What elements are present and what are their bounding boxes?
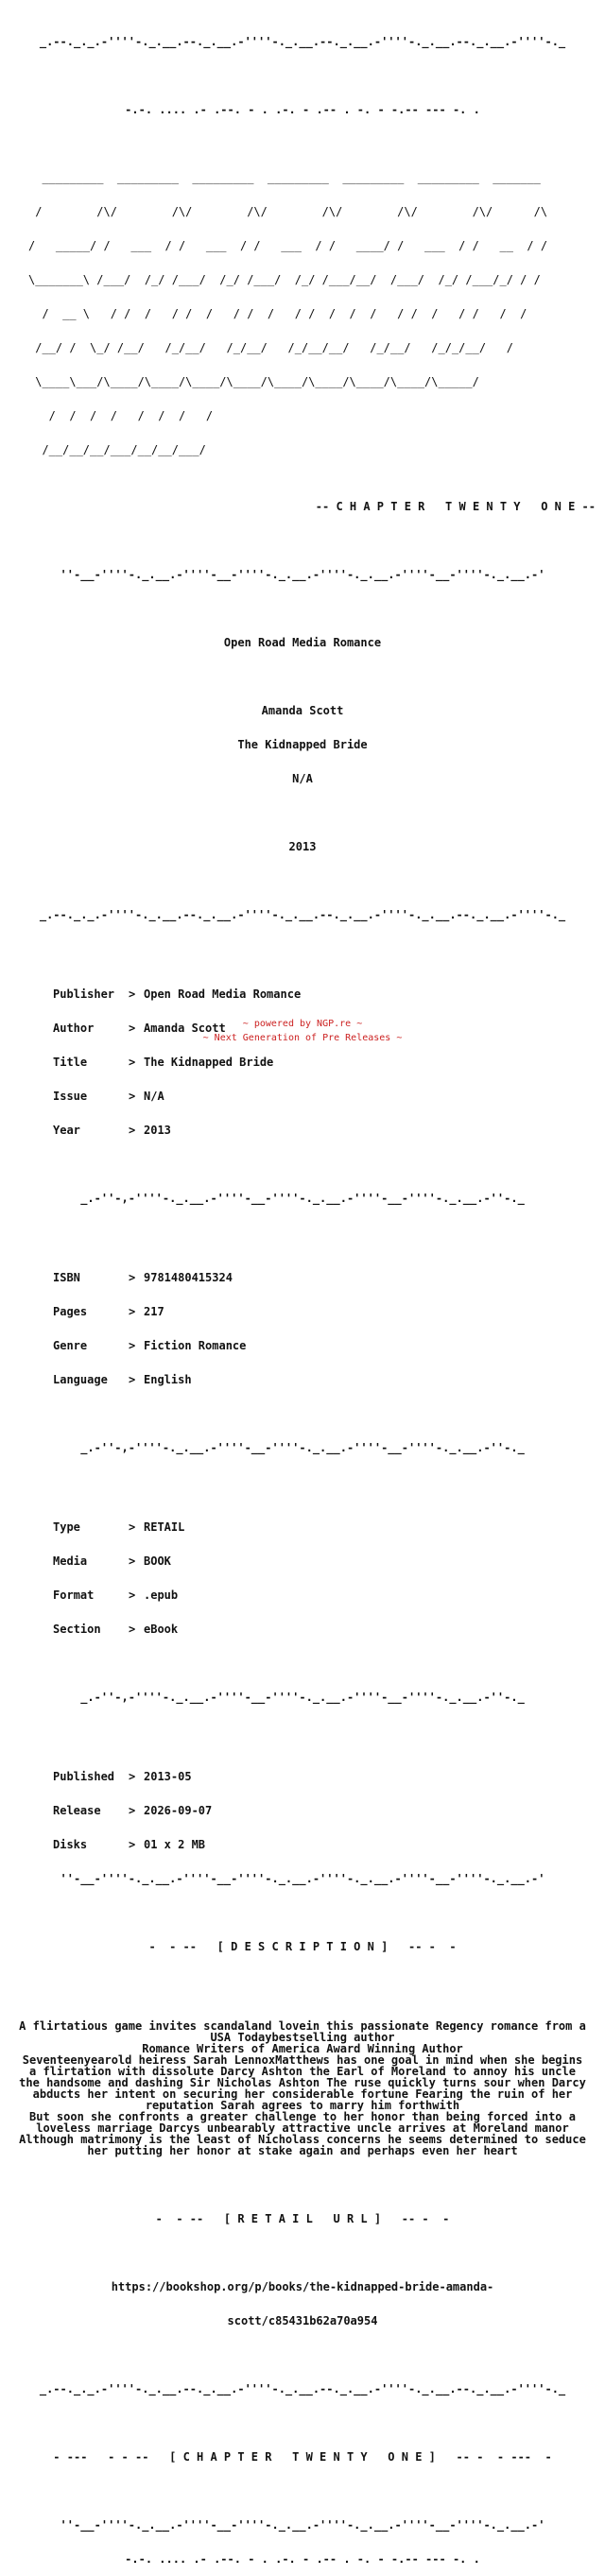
field-release: Release > 2026-09-07 <box>53 1804 213 1817</box>
logo-line: / __ \ / / / / / / / / / / / / / / / / / / / / / <box>28 307 527 320</box>
header-issue: N/A <box>292 772 313 785</box>
url-header: - - -- [ R E T A I L U R L ] -- - - <box>155 2212 450 2225</box>
header-year: 2013 <box>288 840 317 853</box>
logo-line: / _____/ / ___ / / ___ / / ___ / / ____/ / ___ / / __ / / <box>28 239 548 252</box>
footer <box>0 1017 605 1045</box>
divider-mid: ''-__-''''-._.__.-''''-__-''''-._.__.-''''-._.__.-''''-__-''''-._.__.-' <box>60 568 545 581</box>
logo-line: / /\/ /\/ /\/ /\/ /\/ /\/ /\ <box>28 205 548 218</box>
field-isbn: ISBN > 9781480415324 <box>53 1271 233 1284</box>
divider-top-3: _.--._._.-''''-._.__.--._.__.-''''-._.__.--._.__.-''''-._.__.--._.__.-''''-._ <box>39 2382 566 2396</box>
field-disks: Disks > 01 x 2 MB <box>53 1838 206 1851</box>
description-paragraph: But soon she confronts a greater challenge to her honor than being forced into a loveless marriage Darcys unbearably attractive uncle arrives at Moreland manor Although matrimony is the least of Nicholass concerns he seems determined to seduce her putting her honor at stake again and perhaps even her heart <box>19 2110 586 2157</box>
logo-line: \____\___/\____/\____/\____/\____/\____/\____/\____/\____/\_____/ <box>28 375 479 388</box>
description-paragraph: A flirtatious game invites scandaland lovein this passionate Regency romance from a USA Todaybestselling author <box>19 2019 586 2044</box>
field-issue: Issue > N/A <box>53 1090 164 1103</box>
divider-dots: -.-. .... .- .--. - . .-. - .-- . -. - -.-- --- -. . <box>125 103 480 116</box>
logo-line: _________ _________ _________ _________ _________ _________ _______ <box>28 171 541 184</box>
header-title: The Kidnapped Bride <box>237 738 368 751</box>
divider-dots-2: -.-. .... .- .--. - . .-. - .-- . -. - -.-- --- -. . <box>125 2552 480 2566</box>
divider-small: _.-''-,-''''-._.__.-''''-__-''''-._.__.-''''-__-''''-._.__.-''-._ <box>80 1441 525 1454</box>
divider-mid-2: ''-__-''''-._.__.-''''-__-''''-._.__.-''''-._.__.-''''-__-''''-._.__.-' <box>60 1872 545 1885</box>
field-section: Section > eBook <box>53 1623 179 1636</box>
ascii-logo <box>0 149 605 478</box>
description-header: - - -- [ D E S C R I P T I O N ] -- - - <box>148 1940 457 1953</box>
divider-small: _.-''-,-''''-._.__.-''''-__-''''-._.__.-''''-__-''''-._.__.-''-._ <box>80 1192 525 1205</box>
header-author: Amanda Scott <box>261 704 344 717</box>
field-title: Title > The Kidnapped Bride <box>53 1056 274 1069</box>
footer-tagline: ~ Next Generation of Pre Releases ~ <box>202 1033 403 1043</box>
logo-line: \_______\ /___/ /_/ /___/ /_/ /___/ /_/ /___/__/ /___/ /_/ /___/_/ / / <box>28 273 541 286</box>
field-publisher: Publisher > Open Road Media Romance <box>53 987 302 1001</box>
chapter-footer: - --- - - -- [ C H A P T E R T W E N T Y O N E ] -- - - --- - <box>53 2450 552 2464</box>
description-paragraph: Seventeenyearold heiress Sarah LennoxMatthews has one goal in mind when she begins a flirtation with dissolute Darcy Ashton the Earl of Moreland to annoy his uncle the handsome and dashing Sir Nicholas Ashton The ruse quickly turns sour when Darcy abducts her intent on securing her considerable fortune Fearing the ruin of her reputation Sarah agrees to marry him forthwith <box>19 2053 586 2112</box>
divider-top-2: _.--._._.-''''-._.__.--._.__.-''''-._.__.--._.__.-''''-._.__.--._.__.-''''-._ <box>39 908 566 921</box>
field-type: Type > RETAIL <box>53 1520 185 1534</box>
nfo-document <box>0 13 605 2576</box>
retail-url-line1[interactable]: https://bookshop.org/p/books/the-kidnapped-bride-amanda- <box>111 2280 494 2293</box>
logo-line: /__/ / \_/ /__/ /_/__/ /_/__/ /_/__/__/ /_/__/ /_/_/__/ / <box>28 341 513 354</box>
divider-mid-3: ''-__-''''-._.__.-''''-__-''''-._.__.-''''-._.__.-''''-__-''''-._.__.-' <box>60 2518 545 2532</box>
powered-by[interactable]: ~ powered by NGP.re ~ <box>242 1019 363 1029</box>
chapter-banner: -- C H A P T E R T W E N T Y O N E -- <box>315 500 596 513</box>
field-published: Published > 2013-05 <box>53 1770 192 1783</box>
field-author: Author > Amanda Scott <box>53 1022 226 1035</box>
field-genre: Genre > Fiction Romance <box>53 1339 247 1352</box>
divider-small: _.-''-,-''''-._.__.-''''-__-''''-._.__.-''''-__-''''-._.__.-''-._ <box>80 1691 525 1704</box>
field-media: Media > BOOK <box>53 1554 171 1568</box>
divider-top: _.--._._.-''''-._.__.--._.__.-''''-._.__.--._.__.-''''-._.__.--._.__.-''''-._ <box>39 35 566 48</box>
header-publisher: Open Road Media Romance <box>223 636 382 649</box>
field-language: Language > English <box>53 1373 192 1386</box>
field-pages: Pages > 217 <box>53 1305 164 1318</box>
description-paragraph: Romance Writers of America Award Winning Author <box>142 2042 463 2055</box>
logo-line: / / / / / / / / <box>28 409 214 422</box>
description <box>0 2020 605 2156</box>
logo-line: /__/__/__/___/__/__/___/ <box>28 443 206 456</box>
retail-url-line2[interactable]: scott/c85431b62a70a954 <box>227 2314 378 2327</box>
field-year: Year > 2013 <box>53 1124 171 1137</box>
field-format: Format > .epub <box>53 1589 179 1602</box>
